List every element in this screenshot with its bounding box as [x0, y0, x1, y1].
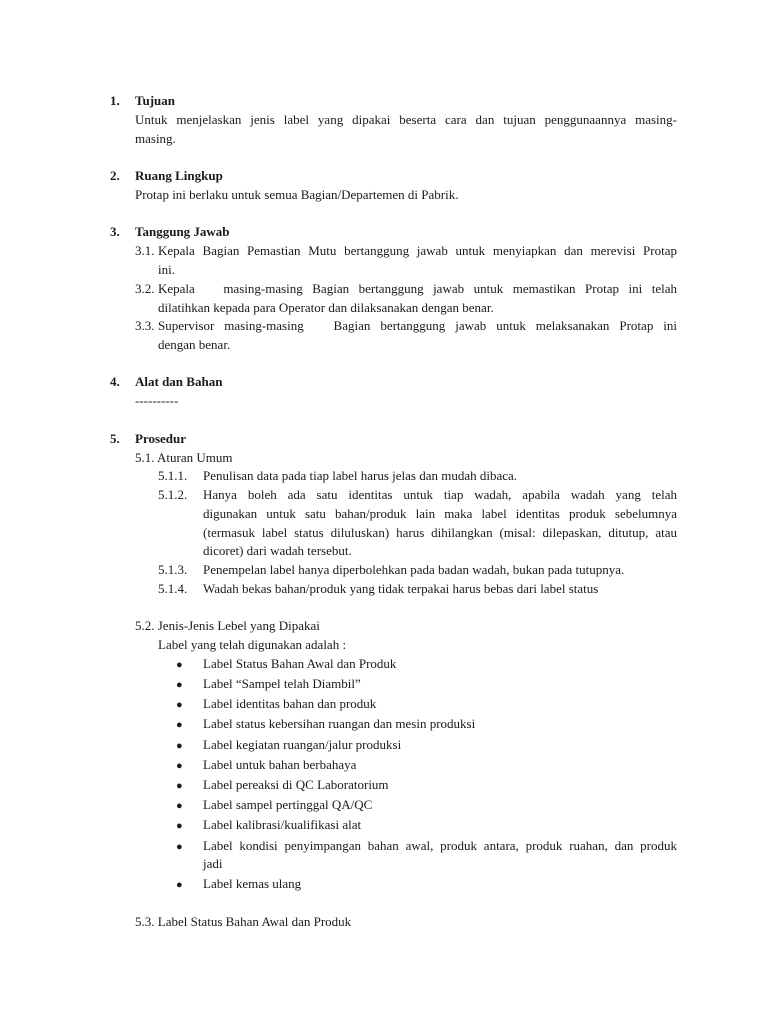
- bullet-icon: ●: [176, 800, 183, 812]
- item-3-1-line2: ini.: [158, 262, 175, 277]
- item-5-1-3-text: Penempelan label hanya diperbolehkan pada badan wadah, bukan pada tutupnya.: [203, 562, 625, 577]
- bullet-item-8: Label sampel pertinggal QA/QC: [203, 797, 373, 812]
- subsection-5-2-intro: Label yang telah digunakan adalah :: [158, 637, 347, 652]
- item-5-1-2-line2: digunakan untuk satu bahan/produk lain maka label identitas produk sebelumnya: [203, 506, 677, 521]
- item-3-3-number: 3.3.: [135, 318, 155, 333]
- bullet-item-2: Label “Sampel telah Diambil”: [203, 676, 361, 691]
- item-3-2-number: 3.2.: [135, 281, 155, 296]
- bullet-icon: ●: [176, 879, 183, 891]
- bullet-item-10-line1: Label kondisi penyimpangan bahan awal, produk antara, produk ruahan, dan produk: [203, 838, 677, 853]
- bullet-item-11: Label kemas ulang: [203, 876, 302, 891]
- section-3-title: Tanggung Jawab: [135, 224, 230, 239]
- bullet-icon: ●: [176, 841, 183, 853]
- item-3-3-line1: Supervisor masing-masing Bagian bertanggung jawab untuk melaksanakan Protap ini: [158, 318, 677, 333]
- section-1-text-line1: Untuk menjelaskan jenis label yang dipakai beserta cara dan tujuan penggunaannya masing-: [135, 112, 677, 127]
- section-3-number: 3.: [110, 224, 120, 239]
- section-4-title: Alat dan Bahan: [135, 374, 223, 389]
- bullet-item-9: Label kalibrasi/kualifikasi alat: [203, 817, 362, 832]
- section-1-text-line2: masing.: [135, 131, 176, 146]
- bullet-icon: ●: [176, 780, 183, 792]
- subsection-5-1-label: 5.1. Aturan Umum: [135, 450, 233, 465]
- subsection-5-3-label: 5.3. Label Status Bahan Awal dan Produk: [135, 914, 352, 929]
- item-5-1-2-line3: (termasuk label status diluluskan) harus dihilangkan (misal: dilepaskan, ditutup, atau: [203, 525, 677, 540]
- bullet-item-6: Label untuk bahan berbahaya: [203, 757, 357, 772]
- bullet-icon: ●: [176, 679, 183, 691]
- bullet-item-10-line2: jadi: [203, 856, 223, 871]
- section-5-title: Prosedur: [135, 431, 187, 446]
- bullet-icon: ●: [176, 699, 183, 711]
- bullet-icon: ●: [176, 659, 183, 671]
- section-2-text: Protap ini berlaku untuk semua Bagian/Departemen di Pabrik.: [135, 187, 459, 202]
- item-5-1-1-text: Penulisan data pada tiap label harus jelas dan mudah dibaca.: [203, 468, 518, 483]
- bullet-item-4: Label status kebersihan ruangan dan mesin produksi: [203, 716, 476, 731]
- item-5-1-2-line1: Hanya boleh ada satu identitas untuk tiap wadah, apabila wadah yang telah: [203, 487, 677, 502]
- item-5-1-2-line4: dicoret) dari wadah tersebut.: [203, 543, 352, 558]
- section-5-number: 5.: [110, 431, 120, 446]
- item-3-2-line1: Kepala masing-masing Bagian bertanggung jawab untuk memastikan Protap ini telah: [158, 281, 677, 296]
- section-2-title: Ruang Lingkup: [135, 168, 223, 183]
- bullet-item-1: Label Status Bahan Awal dan Produk: [203, 656, 397, 671]
- item-5-1-3-number: 5.1.3.: [158, 562, 188, 577]
- item-3-1-line1: Kepala Bagian Pemastian Mutu bertanggung jawab untuk menyiapkan dan merevisi Protap: [158, 243, 677, 258]
- item-3-1-number: 3.1.: [135, 243, 155, 258]
- item-5-1-2-number: 5.1.2.: [158, 487, 188, 502]
- section-2-number: 2.: [110, 168, 120, 183]
- bullet-icon: ●: [176, 719, 183, 731]
- item-5-1-4-text: Wadah bekas bahan/produk yang tidak terpakai harus bebas dari label status: [203, 581, 599, 596]
- item-5-1-4-number: 5.1.4.: [158, 581, 188, 596]
- item-5-1-1-number: 5.1.1.: [158, 468, 188, 483]
- item-3-2-line2: dilatihkan kepada para Operator dan dilaksanakan dengan benar.: [158, 300, 494, 315]
- section-1-number: 1.: [110, 93, 120, 108]
- bullet-item-5: Label kegiatan ruangan/jalur produksi: [203, 737, 402, 752]
- item-3-3-line2: dengan benar.: [158, 337, 231, 352]
- bullet-icon: ●: [176, 740, 183, 752]
- bullet-item-7: Label pereaksi di QC Laboratorium: [203, 777, 389, 792]
- section-4-number: 4.: [110, 374, 120, 389]
- section-4-text: ----------: [135, 393, 179, 408]
- bullet-icon: ●: [176, 820, 183, 832]
- bullet-icon: ●: [176, 760, 183, 772]
- subsection-5-2-label: 5.2. Jenis-Jenis Lebel yang Dipakai: [135, 618, 320, 633]
- bullet-item-3: Label identitas bahan dan produk: [203, 696, 377, 711]
- section-1-title: Tujuan: [135, 93, 175, 108]
